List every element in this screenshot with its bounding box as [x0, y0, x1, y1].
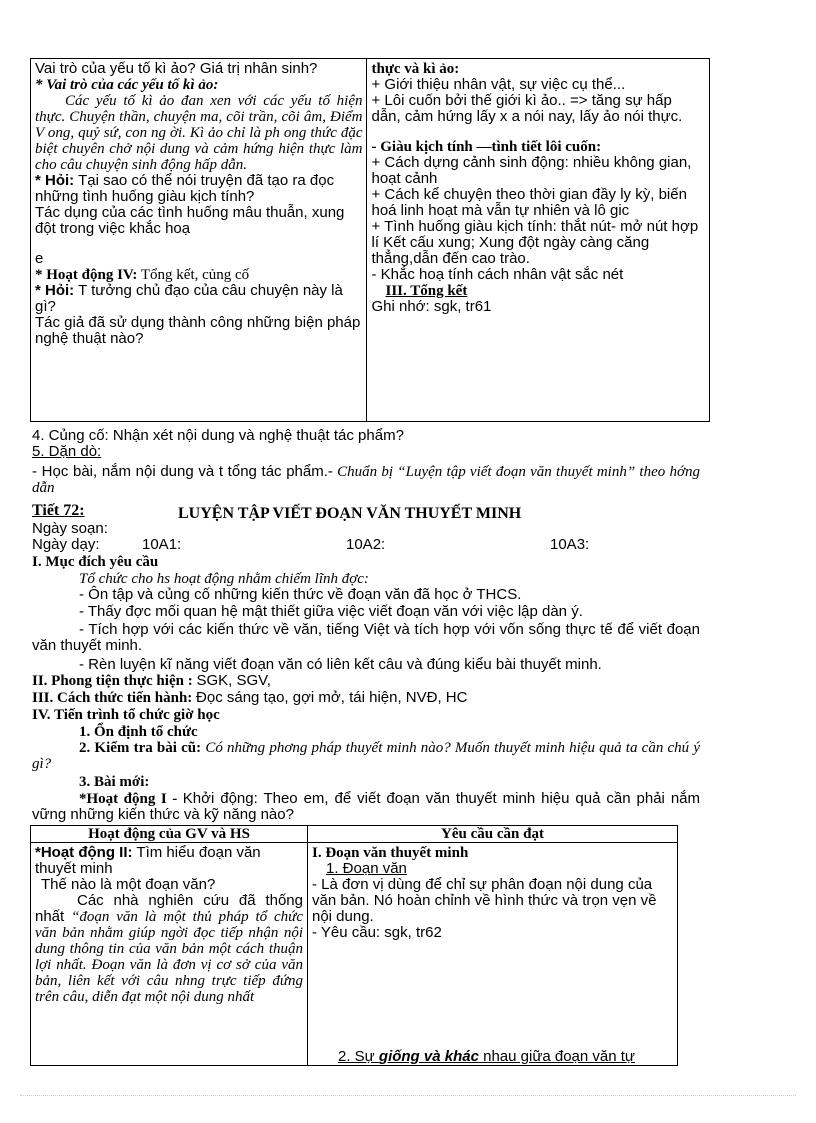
page-footer-rule [20, 1095, 796, 1096]
purpose-intro: Tổ chức cho hs hoạt động nhằm chiếm lĩnh đợc: [79, 571, 369, 587]
q2-text: Tại sao có thể nói truyện đã tạo ra đọc những tình huống giàu kịch tính? [35, 172, 335, 205]
purpose-heading: I. Mục đích yêu cầu [32, 554, 159, 570]
right-heading: thực và kì ảo: [371, 61, 460, 77]
lesson-label: Tiết 72: [32, 502, 85, 519]
sub-1: 1. Đoạn văn [326, 860, 407, 877]
step-2-text: Có những phơng pháp thuyết minh nào? Muốn thuyết minh hiệu quả ta cần chú ý gì? [32, 740, 700, 772]
summary-heading: III. Tổng kết [385, 283, 468, 299]
q2 [35, 173, 362, 205]
class-1: 10A1: [142, 536, 182, 553]
step-2-label: 2. Kiểm tra bài cũ: [79, 740, 202, 756]
method [32, 690, 467, 706]
top-right-cell [367, 59, 710, 422]
sub-2-post: nhau giữa đoạn văn tự [483, 1048, 635, 1065]
sub-2-pre: 2. Sự [338, 1048, 375, 1065]
top-left-cell [31, 59, 367, 422]
act4-label: * Hoạt động IV: [35, 267, 138, 283]
teach-date: Ngày dạy: [32, 536, 100, 553]
act-1-text: Khởi động: Theo em, để viết đoạn văn thuyết minh hiệu quả cần phải nắm vững những kiến thức và kỹ năng nào? [32, 790, 700, 823]
research-quote: “đoạn văn là một thủ pháp tổ chức văn bản nhằm giúp ngời đọc tiếp nhận nội dung thông tin của văn bản một cách thuận lợi nhất. Đoạn văn là đơn vị cơ sở của văn bản, liên kết với câu nhng trực tiếp đứng trên câu, diễn đạt một nội dung nhất [35, 909, 304, 1005]
bottom-left-cell [31, 843, 308, 1066]
role-heading: * Vai trò của các yếu tố kì ảo: [35, 77, 219, 93]
sub-2-em: giống và khác [378, 1048, 479, 1065]
purpose-item-3: - Tích hợp với các kiến thức về văn, tiếng Việt và tích hợp với vốn sống thực tế để viết đoạn văn thuyết minh. [32, 621, 700, 654]
act4-text: Tổng kết, củng cố [140, 267, 250, 283]
means-text: SGK, SGV, [196, 672, 271, 689]
drama-line-2: + Cách kể chuyện theo thời gian đầy ly kỳ, biến hoá linh hoạt mà vẫn tự nhiên và lô gic [371, 186, 687, 219]
section-heading: I. Đoạn văn thuyết minh [312, 845, 469, 861]
act-2 [35, 845, 303, 877]
homework-italic: Chuẩn bị “Luyện tập viết đoạn văn thuyết minh” theo hớng dẫn [32, 464, 701, 496]
purpose-item-2: - Thấy đợc mối quan hệ mật thiết giữa việc viết đoạn văn với việc lập dàn ý. [79, 603, 583, 620]
step-1: 1. Ổn định tổ chức [79, 724, 198, 740]
step-2 [32, 740, 700, 772]
bottom-table [30, 825, 678, 1066]
method-text: Đọc sáng tạo, gợi mở, tái hiện, NVĐ, HC [196, 689, 468, 706]
class-3: 10A3: [550, 536, 590, 553]
means [32, 673, 271, 689]
q2-label: * Hỏi: [35, 172, 75, 189]
q3-label: * Hỏi: [35, 282, 75, 299]
method-label: III. Cách thức tiến hành: [32, 690, 193, 706]
drama-line-3: + Tình huống giàu kịch tính: thắt nút- mở nút hợp lí Kết cấu xung; Xung đột ngày càng căng thẳng,dẫn đến cao trào. [371, 218, 699, 267]
sub-2 [338, 1049, 635, 1065]
q1: Vai trò của yếu tố kì ảo? Giá trị nhân sinh? [35, 60, 318, 77]
homework-label: 5. Dặn dò: [32, 443, 102, 460]
lesson-title: LUYỆN TẬP VIẾT ĐOẠN VĂN THUYẾT MINH [178, 505, 522, 522]
right-line-1: + Giới thiệu nhân vật, sự việc cụ thể... [371, 76, 626, 93]
summary-text: Ghi nhớ: sgk, tr61 [371, 298, 492, 315]
top-table [30, 58, 710, 422]
requirement: - Yêu cầu: sgk, tr62 [312, 924, 442, 941]
role-text: Các yếu tố kì ảo đan xen với các yếu tố hiện thực. Chuyện thần, chuyện ma, cõi trần, cõi âm, Điểm V ong, quỷ sứ, con ng ời. Kì ảo chỉ là ph ong thức đặc biệt chuyên chở nội dung và cảm hứng hiện thực làm cho câu chuyện sinh động hấp dẫn. [35, 93, 363, 173]
homework-text: - Học bài, nắm nội dung và t tổng tác phẩm.- [32, 463, 333, 480]
q2-answer: Tác dụng của các tình huống mâu thuẫn, xung đột trong việc khắc hoạ [35, 204, 345, 237]
consolidate: 4. Củng cố: Nhận xét nội dung và nghệ thuật tác phẩm? [32, 427, 404, 444]
act4 [35, 267, 362, 283]
drama-line-1: + Cách dựng cảnh sinh động: nhiều không gian, hoạt cảnh [371, 154, 692, 187]
right-line-2: + Lôi cuốn bởi thế giới kì ảo.. => tăng sự hấp dẫn, cảm hứng lấy x a nói nay, lấy ảo nói thực. [371, 92, 683, 125]
purpose-item-1: - Ôn tập và củng cố những kiến thức về đoạn văn đã học ở THCS. [79, 586, 522, 603]
bottom-right-cell [308, 843, 678, 1066]
act-2-text: Tìm hiểu đoạn văn thuyết minh [35, 844, 261, 877]
drama-heading: - Giàu kịch tính —tình tiết lôi cuốn: [371, 139, 602, 155]
homework [32, 464, 700, 496]
header-right: Yêu cầu cần đạt [308, 826, 678, 843]
means-label: II. Phong tiện thực hiện : [32, 673, 193, 689]
class-2: 10A2: [346, 536, 386, 553]
q3 [35, 283, 362, 315]
act-2-label: *Hoạt động II: [35, 844, 133, 861]
q3-answer: Tác giả đã sử dụng thành công những biện pháp nghệ thuật nào? [35, 314, 361, 347]
definition: - Là đơn vị dùng để chỉ sự phân đoạn nội dung của văn bản. Nó hoàn chỉnh về hình thức và trọn vẹn về nội dung. [312, 876, 657, 925]
research-text: Các nhà nghiên cứu đã thống nhất [35, 892, 303, 925]
drama-line-4: - Khắc hoạ tính cách nhân vật sắc nét [371, 266, 624, 283]
question: Thế nào là một đoạn văn? [41, 876, 216, 893]
act-1 [32, 791, 700, 823]
process-heading: IV. Tiến trình tổ chức giờ học [32, 707, 220, 723]
act-1-label: *Hoạt động I - [79, 791, 178, 807]
prep-date: Ngày soạn: [32, 520, 108, 537]
purpose-item-4: - Rèn luyện kĩ năng viết đoạn văn có liên kết câu và đúng kiểu bài thuyết minh. [79, 656, 602, 673]
step-3: 3. Bài mới: [79, 774, 150, 790]
q3-text: T tưởng chủ đạo của câu chuyện này là gì? [35, 282, 343, 315]
header-left: Hoạt động của GV và HS [31, 826, 308, 843]
research [35, 893, 303, 1005]
stray-letter: e [35, 250, 44, 267]
